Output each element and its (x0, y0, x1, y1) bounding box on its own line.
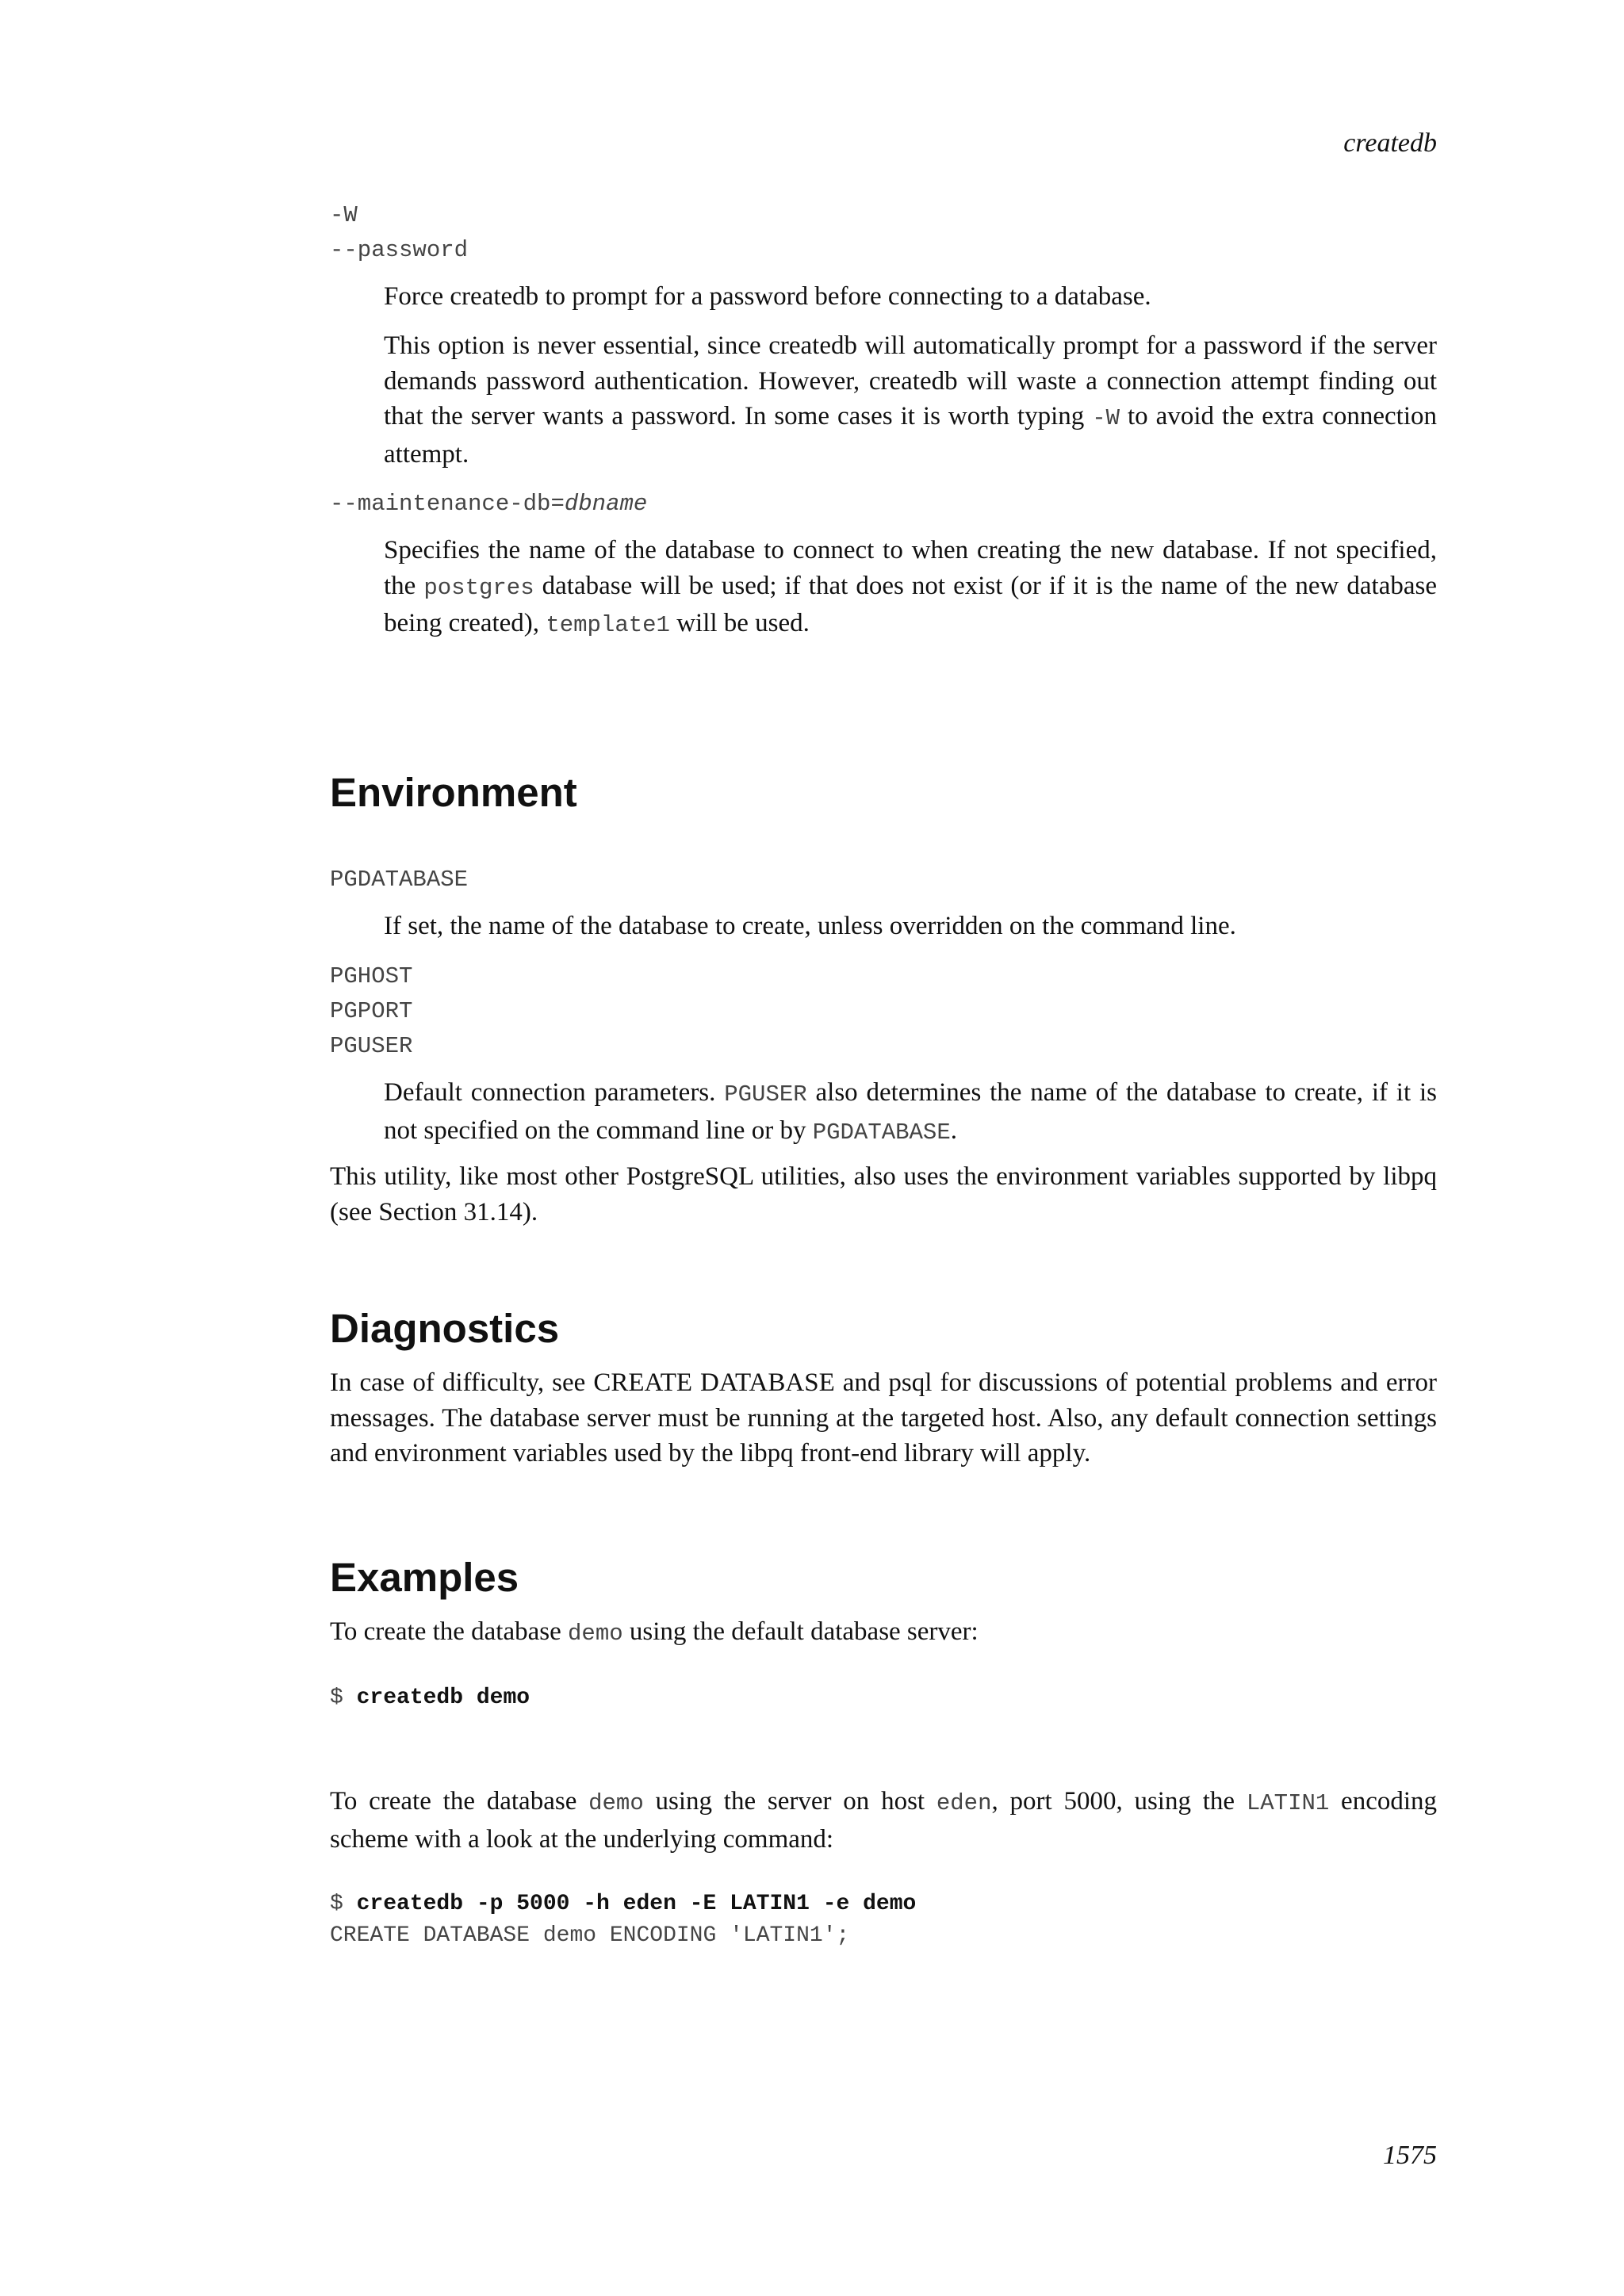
inline-code: LATIN1 (1246, 1790, 1330, 1816)
inline-code: postgres (423, 574, 534, 601)
option-term-maintenance-db (330, 487, 647, 522)
option-name: --maintenance-db= (330, 491, 565, 517)
text: database will be used; if that does not exist (or if it is the name of the new database being created), (384, 571, 1437, 637)
environment-note: This utility, like most other PostgreSQL utilities, also uses the environment variables supported by libpq (see Section 31.14). (330, 1162, 1437, 1226)
option-w-description-1 (384, 279, 1437, 315)
example-2-intro (330, 1784, 1437, 1857)
inline-code: PGDATABASE (812, 1119, 951, 1146)
example-2-output: CREATE DATABASE demo ENCODING 'LATIN1'; (330, 1923, 850, 1948)
env-term-pguser: PGUSER (330, 1033, 413, 1059)
option-arg: dbname (564, 491, 648, 517)
option-term-w-short: -W (330, 202, 358, 228)
text: also determines the name of the database to create, if it is not specified on the command line or by (384, 1078, 1437, 1145)
example-1-code (330, 1682, 530, 1714)
shell-command: createdb -p 5000 -h eden -E LATIN1 -e demo (356, 1892, 917, 1916)
text: Default connection parameters. (384, 1078, 725, 1107)
text: to avoid the extra connection attempt. (384, 402, 1437, 469)
inline-code: PGUSER (724, 1081, 807, 1108)
env-term-pghost: PGHOST (330, 963, 413, 989)
text: . (950, 1115, 957, 1145)
option-w-description-2 (384, 328, 1437, 472)
text: encoding scheme with a look at the underlying command: (330, 1787, 1438, 1854)
section-heading-environment: Environment (330, 770, 577, 815)
shell-command: createdb demo (356, 1686, 530, 1710)
inline-code: eden (936, 1790, 992, 1816)
section-heading-diagnostics: Diagnostics (330, 1306, 560, 1351)
env-connection-description (384, 1075, 1437, 1150)
page-number: 1575 (1383, 2141, 1437, 2170)
text: using the default database server: (622, 1617, 979, 1646)
text: Specifies the name of the database to connect to when creating the new database. If not specified, the (384, 536, 1437, 600)
inline-code: -W (1092, 405, 1120, 431)
shell-prompt: $ (330, 1686, 357, 1710)
option-maintenance-db-description (384, 533, 1437, 644)
text: , port 5000, using the (991, 1787, 1247, 1816)
example-1-intro (330, 1614, 1437, 1652)
section-heading-examples: Examples (330, 1555, 519, 1600)
text: To create the database (330, 1787, 589, 1816)
text: using the server on host (643, 1787, 936, 1816)
text: If set, the name of the database to create, unless overridden on the command line. (384, 912, 1236, 940)
text: will be used. (669, 609, 810, 637)
inline-code: demo (588, 1790, 644, 1816)
env-pgdatabase-description (384, 909, 1437, 944)
inline-code: demo (568, 1621, 623, 1647)
inline-code: template1 (546, 612, 670, 638)
example-2-code (330, 1888, 916, 1920)
env-term-pgport: PGPORT (330, 998, 413, 1024)
running-header: createdb (1343, 128, 1437, 158)
diagnostics-text: In case of difficulty, see CREATE DATABASE and psql for discussions of potential problems and error messages. The database server must be running at the targeted host. Also, any default connection settings and environment variables used by the libpq front-end library will apply. (330, 1368, 1437, 1468)
text: This option is never essential, since createdb will automatically prompt for a password if the server demands password authentication. However, createdb will waste a connection attempt finding out that the server wants a password. In some cases it is worth typing (384, 331, 1437, 430)
env-term-pgdatabase: PGDATABASE (330, 867, 469, 893)
shell-prompt: $ (330, 1892, 357, 1916)
text: To create the database (330, 1617, 569, 1646)
text: Force createdb to prompt for a password before connecting to a database. (384, 282, 1151, 311)
option-term-w-long: --password (330, 237, 469, 263)
